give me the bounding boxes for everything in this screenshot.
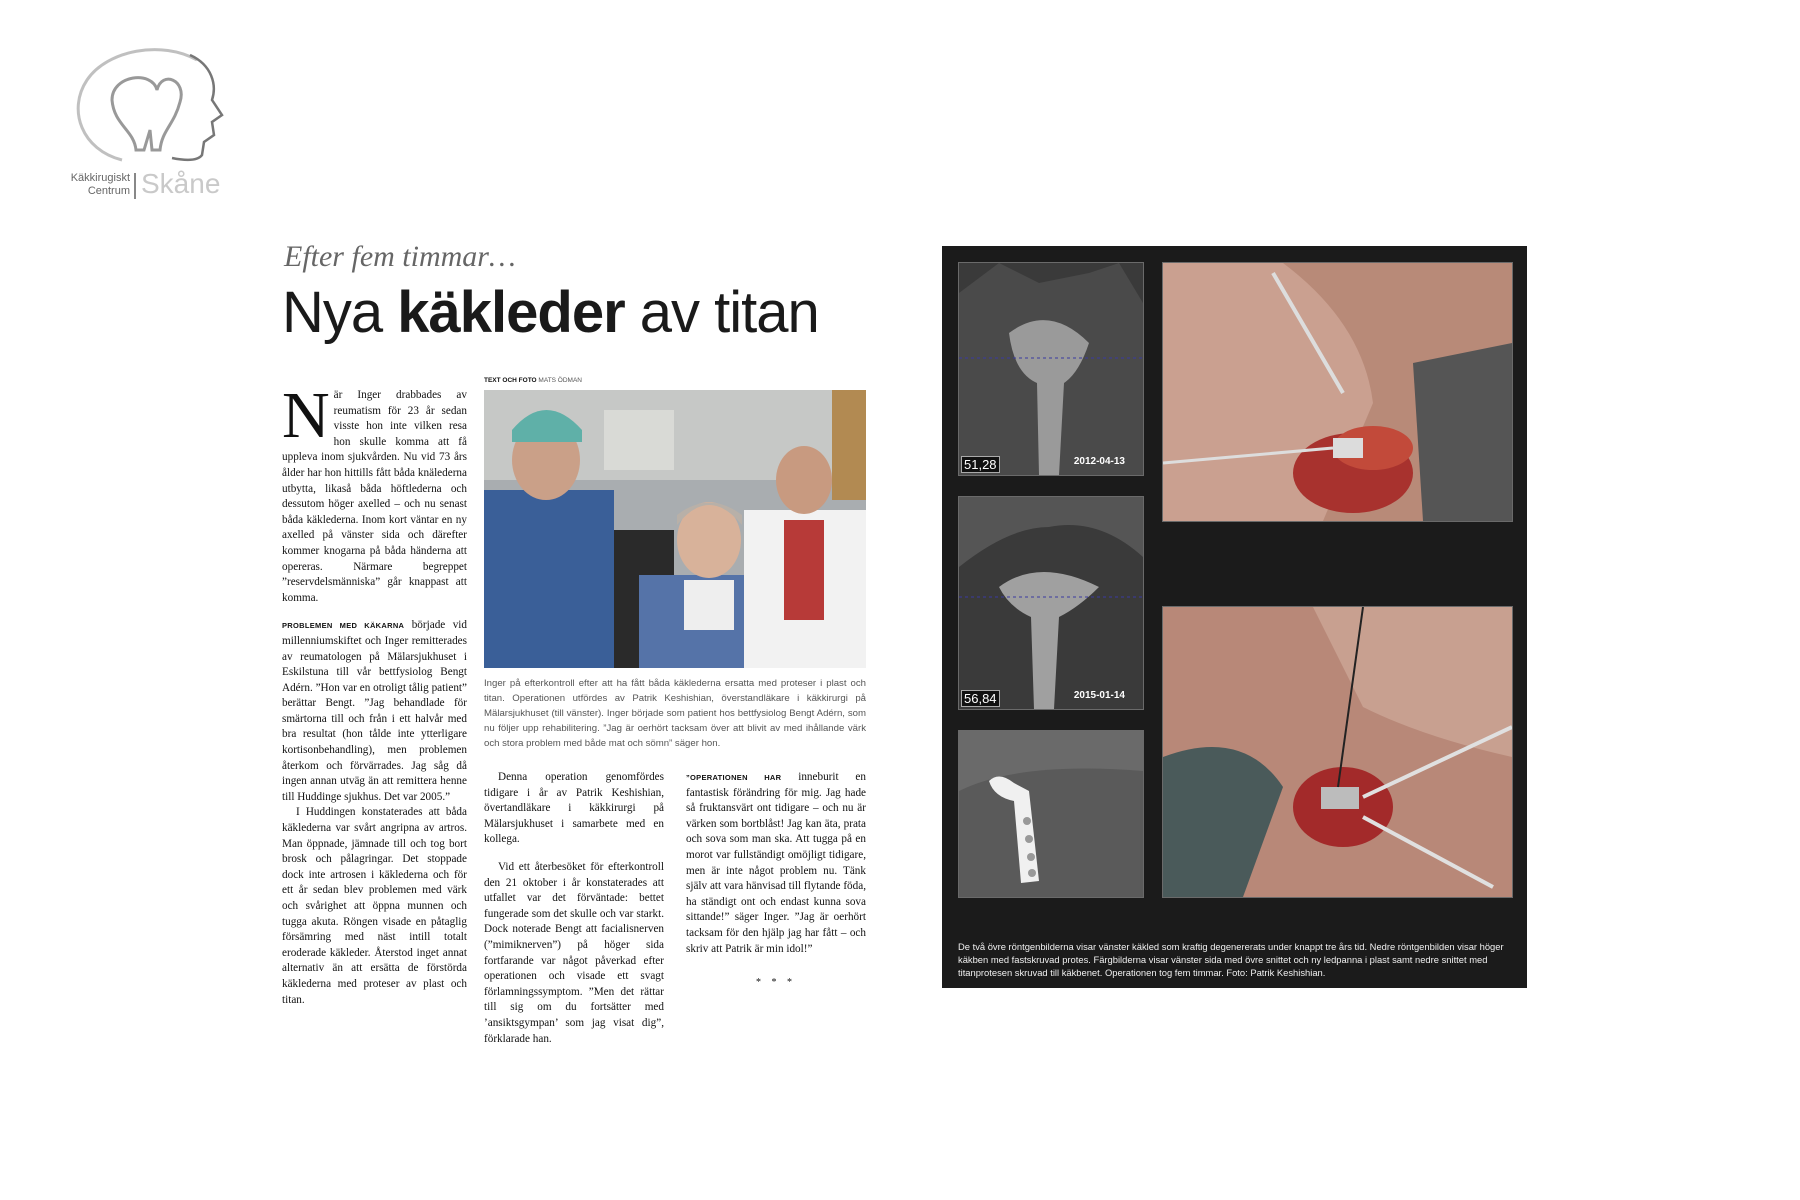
- col1-paragraph-2: började vid millenniumskiftet och Inger remitterades av reumatologen på Mälarsjukhuset i Eskilstuna till vår bettfysiolog Bengt Adérn. ”Hon var en otroligt tålig patient” berättar Bengt. ”Jag behandlade för smärtorna till och från i ett halvår med bra resultat (hon tålde inte ytterligare kortisonbehandling), men problemen återkom och förvärrades. Jag såg då ingen annan utväg än att remittera henne till Huddinge sjukhus. Det var 2005.”: [282, 619, 467, 803]
- patient-photo: [484, 390, 866, 668]
- col2-paragraph-1: Denna operation genomfördes tidigare i år av Patrik Keshishian, övertandläkare i käkkirurgi på Mälarsjukhuset i samarbete med en kollega.: [484, 771, 664, 846]
- surgery-photo-1: [1162, 262, 1513, 522]
- logo-divider: [134, 173, 136, 199]
- dropcap: N: [282, 379, 330, 452]
- figure-panel: [942, 246, 1527, 988]
- tooth-face-logo-icon: [62, 40, 242, 170]
- xray-image-3: [958, 730, 1144, 898]
- byline-name: MATS ÖDMAN: [538, 377, 582, 384]
- patient-photo-illustration: [484, 390, 866, 668]
- article-headline: [282, 278, 819, 348]
- article-column-2: [484, 770, 664, 1047]
- figure-caption: De två övre röntgenbilderna visar vänster käkled som kraftig degenererats under knappt tre års tid. Nedre röntgenbilden visar höger käkben med fastskruvad protes. Färgbilderna visar vänster sida med övre snittet och ny ledpanna i plast samt nedre snittet med titanprotesen skruvad till käkbenet. Operationen tog fem timmar. Foto: Patrik Keshishian.: [958, 941, 1504, 978]
- byline-label: TEXT OCH FOTO: [484, 377, 537, 384]
- xray-2-number: 56,84: [961, 690, 1000, 707]
- article-column-3: [686, 770, 866, 991]
- surgery-photo-2: [1162, 606, 1513, 898]
- article-column-1: [282, 379, 467, 1008]
- logo-name-line1: Käkkirugiskt: [70, 172, 130, 184]
- xray-2-illustration: [959, 497, 1143, 709]
- col1-paragraph-1: är Inger drabbades av reumatism för 23 år sedan visste hon inte vilken resa hon skulle komma att få uppleva inom sjukvården. Nu vid 73 års ålder har hon hittills fått båda knälederna utbytta, likaså båda höftlederna och dessutom höger axelled – och nu senast båda käklederna. Inom kort väntar en ny axelled på vänster sida och därefter kommer knogarna på båda händerna att opereras. Närmare begreppet ”reservdelsmänniska” går knappast att komma.: [282, 389, 467, 604]
- col1-lead-in: PROBLEMEN MED KÄKARNA: [282, 621, 405, 631]
- clinic-logo: [62, 40, 242, 205]
- article-kicker: Efter fem timmar…: [284, 240, 516, 273]
- logo-region: Skåne: [141, 168, 221, 199]
- xray-1-number: 51,28: [961, 456, 1000, 473]
- surgery-2-illustration: [1163, 607, 1512, 897]
- col3-lead-in: ”OPERATIONEN HAR: [686, 773, 782, 782]
- logo-name-line2: Centrum: [87, 185, 130, 197]
- xray-image-1: [958, 262, 1144, 476]
- surgery-1-illustration: [1163, 263, 1512, 521]
- headline-bold: käkleder: [397, 280, 625, 345]
- xray-1-illustration: [959, 263, 1143, 475]
- end-stars: * * *: [756, 977, 796, 989]
- col1-paragraph-3: I Huddingen konstaterades att båda käklederna var svårt angripna av artros. Man öppnade, jämnade till och tog bort brosk och pålagringar. Det stoppade dock inte artrosen i käklederna och för ett år sedan blev problemen med värk och svårighet att öppna munnen och tugga akuta. Röngen visade en påtaglig försämring med näst intill totalt eroderade käkleder. Återstod inget annat alternativ än att ersätta de förstörda käklederna med proteser av plast och titan.: [282, 806, 467, 1006]
- byline: [484, 377, 582, 384]
- col3-paragraph-1: inneburit en fantastisk förändring för mig. Jag hade så fruktansvärt ont tidigare – och nu är värken som bortblåst! Jag kan äta, prata och sova som man ska. Att tugga på en morot var fullständigt omöjligt tidigare, men är inte något problem nu. Tänk själv att vara hänvisad till flytande föda, ha ständigt ont och endast kunna sova sittande!” säger Inger. ”Jag är oerhört tacksam för den hjälp jag har fått – och skriv att Patrik är min idol!”: [686, 771, 866, 955]
- xray-1-date: 2012-04-13: [1073, 456, 1125, 467]
- col2-paragraph-2: Vid ett återbesöket för efterkontroll den 21 oktober i år konstaterades att utfallet var det förväntade: bettet fungerade som det skulle och var starkt. Dock noterade Bengt att facialisnerven (”mimiknerven”) på höger sida fortfarande var något påverkad efter operationen och visade ett svagt förlamningssymptom. ”Men det rättar till sig om du fortsätter med ’ansiktsgympan’ som jag visat dig”, förklarade han.: [484, 860, 664, 1045]
- photo-caption: Inger på efterkontroll efter att ha fått båda käklederna ersatta med proteser i plast och titan. Operationen utfördes av Patrik Keshishian, överstandläkare i käkkirurgi på Mälarsjukhuset (till vänster). Inger började som patient hos bettfysiolog Bengt Adérn, som nu följer upp rehabilitering. ”Jag är oerhört tacksam över att blivit av med ihållande värk och stora problem med både mat och sömn” säger hon.: [484, 678, 866, 749]
- xray-3-implant-illustration: [959, 731, 1143, 897]
- xray-image-2: [958, 496, 1144, 710]
- xray-2-date: 2015-01-14: [1073, 690, 1125, 701]
- headline-part2: av titan: [624, 280, 819, 345]
- headline-part1: Nya: [282, 280, 398, 345]
